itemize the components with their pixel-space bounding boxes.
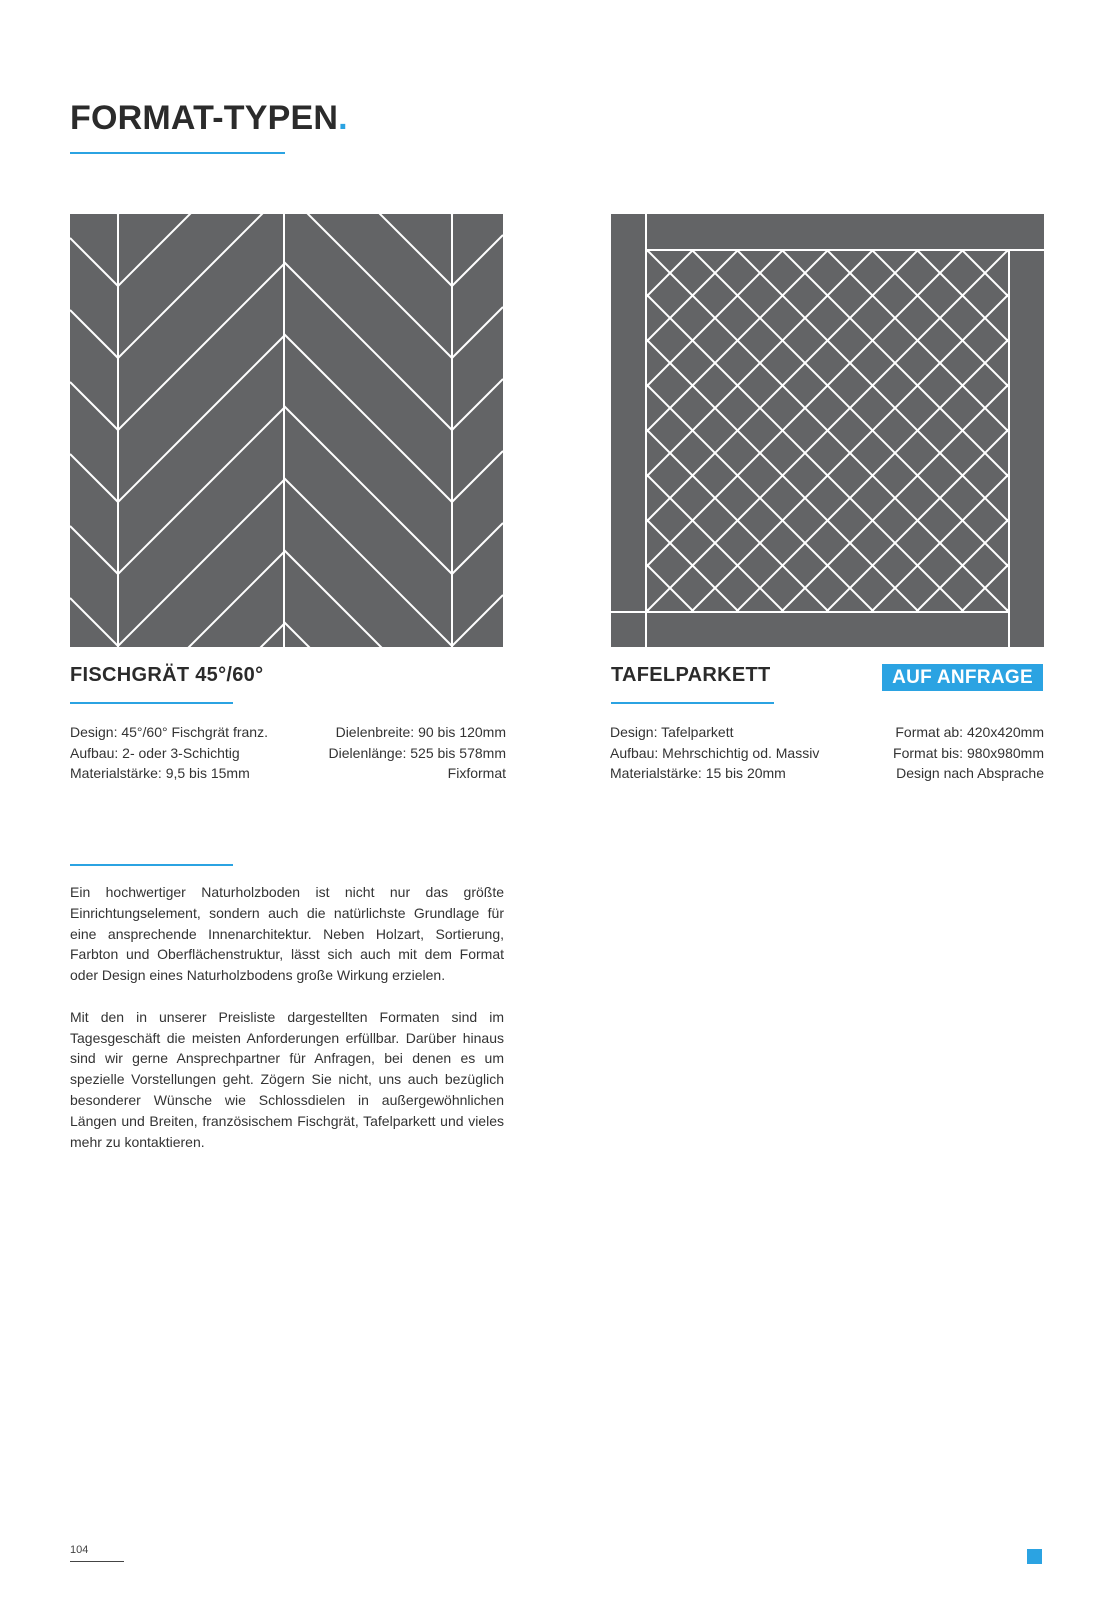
product-underline-fischgraet — [70, 702, 233, 704]
title-underline — [70, 152, 285, 154]
spec-line: Dielenlänge: 525 bis 578mm — [328, 744, 506, 761]
spec-line: Design nach Absprache — [896, 765, 1044, 781]
spec-line: Dielenbreite: 90 bis 120mm — [335, 724, 506, 740]
product-title-fischgraet: FISCHGRÄT 45°/60° — [70, 664, 264, 686]
page-title-dot: . — [338, 99, 348, 137]
page-title-text: FORMAT-TYPEN — [70, 99, 339, 137]
body-text-rule — [70, 864, 233, 866]
herringbone-pattern-icon — [70, 214, 503, 647]
page-title — [70, 100, 348, 137]
page-number-rule — [70, 1561, 124, 1562]
spec-line: Fixformat — [447, 765, 506, 781]
spec-line: Format bis: 980x980mm — [893, 744, 1044, 761]
specs-left-column — [610, 722, 819, 784]
spec-line: Aufbau: Mehrschichtig od. Massiv — [610, 744, 820, 761]
spec-line: Aufbau: 2- oder 3-Schichtig — [70, 744, 240, 761]
body-paragraph: Ein hochwertiger Naturholzboden ist nicht nur das größte Einrichtungselement, sondern auch die natürlichste Grundlage für eine ansprechende Innenarchitektur. Neben Holzart, Sortierung, Farbton und Oberflächenstruktur, lässt sich auch mit dem Format oder Design eines Naturholzbodens große Wirkung erzielen. — [70, 884, 504, 984]
specs-right-column — [893, 722, 1044, 784]
spec-line: Design: Tafelparkett — [610, 724, 734, 740]
product-title-tafelparkett: TAFELPARKETT — [611, 664, 771, 686]
product-underline-tafelparkett — [611, 702, 774, 704]
parquet-panel-pattern-icon — [611, 214, 1044, 647]
spec-line: Design: 45°/60° Fischgrät franz. — [70, 724, 268, 740]
spec-line: Materialstärke: 9,5 bis 15mm — [70, 765, 250, 781]
corner-accent-square — [1027, 1549, 1042, 1564]
body-paragraph: Mit den in unserer Preisliste dargestellten Formaten sind im Tagesgeschäft die meisten Anforderungen erfüllbar. Darüber hinaus sind wir gerne Ansprechpartner für Anfragen, bei denen es um spezielle Vorstellungen geht. Zögern Sie nicht, uns auch bezüglich besonderer Wünsche wie Schlossdielen in außergewöhnlichen Längen und Breiten, französischem Fischgrät, Tafelparkett und vieles mehr zu kontaktieren. — [70, 1008, 504, 1150]
herringbone-background — [70, 214, 503, 647]
page-number: 104 — [70, 1544, 89, 1556]
spec-line: Format ab: 420x420mm — [895, 724, 1044, 740]
specs-right-column — [329, 722, 506, 784]
specs-left-column — [70, 722, 268, 784]
body-text — [70, 882, 504, 1173]
spec-line: Materialstärke: 15 bis 20mm — [610, 765, 786, 781]
on-request-badge: AUF ANFRAGE — [882, 664, 1043, 691]
